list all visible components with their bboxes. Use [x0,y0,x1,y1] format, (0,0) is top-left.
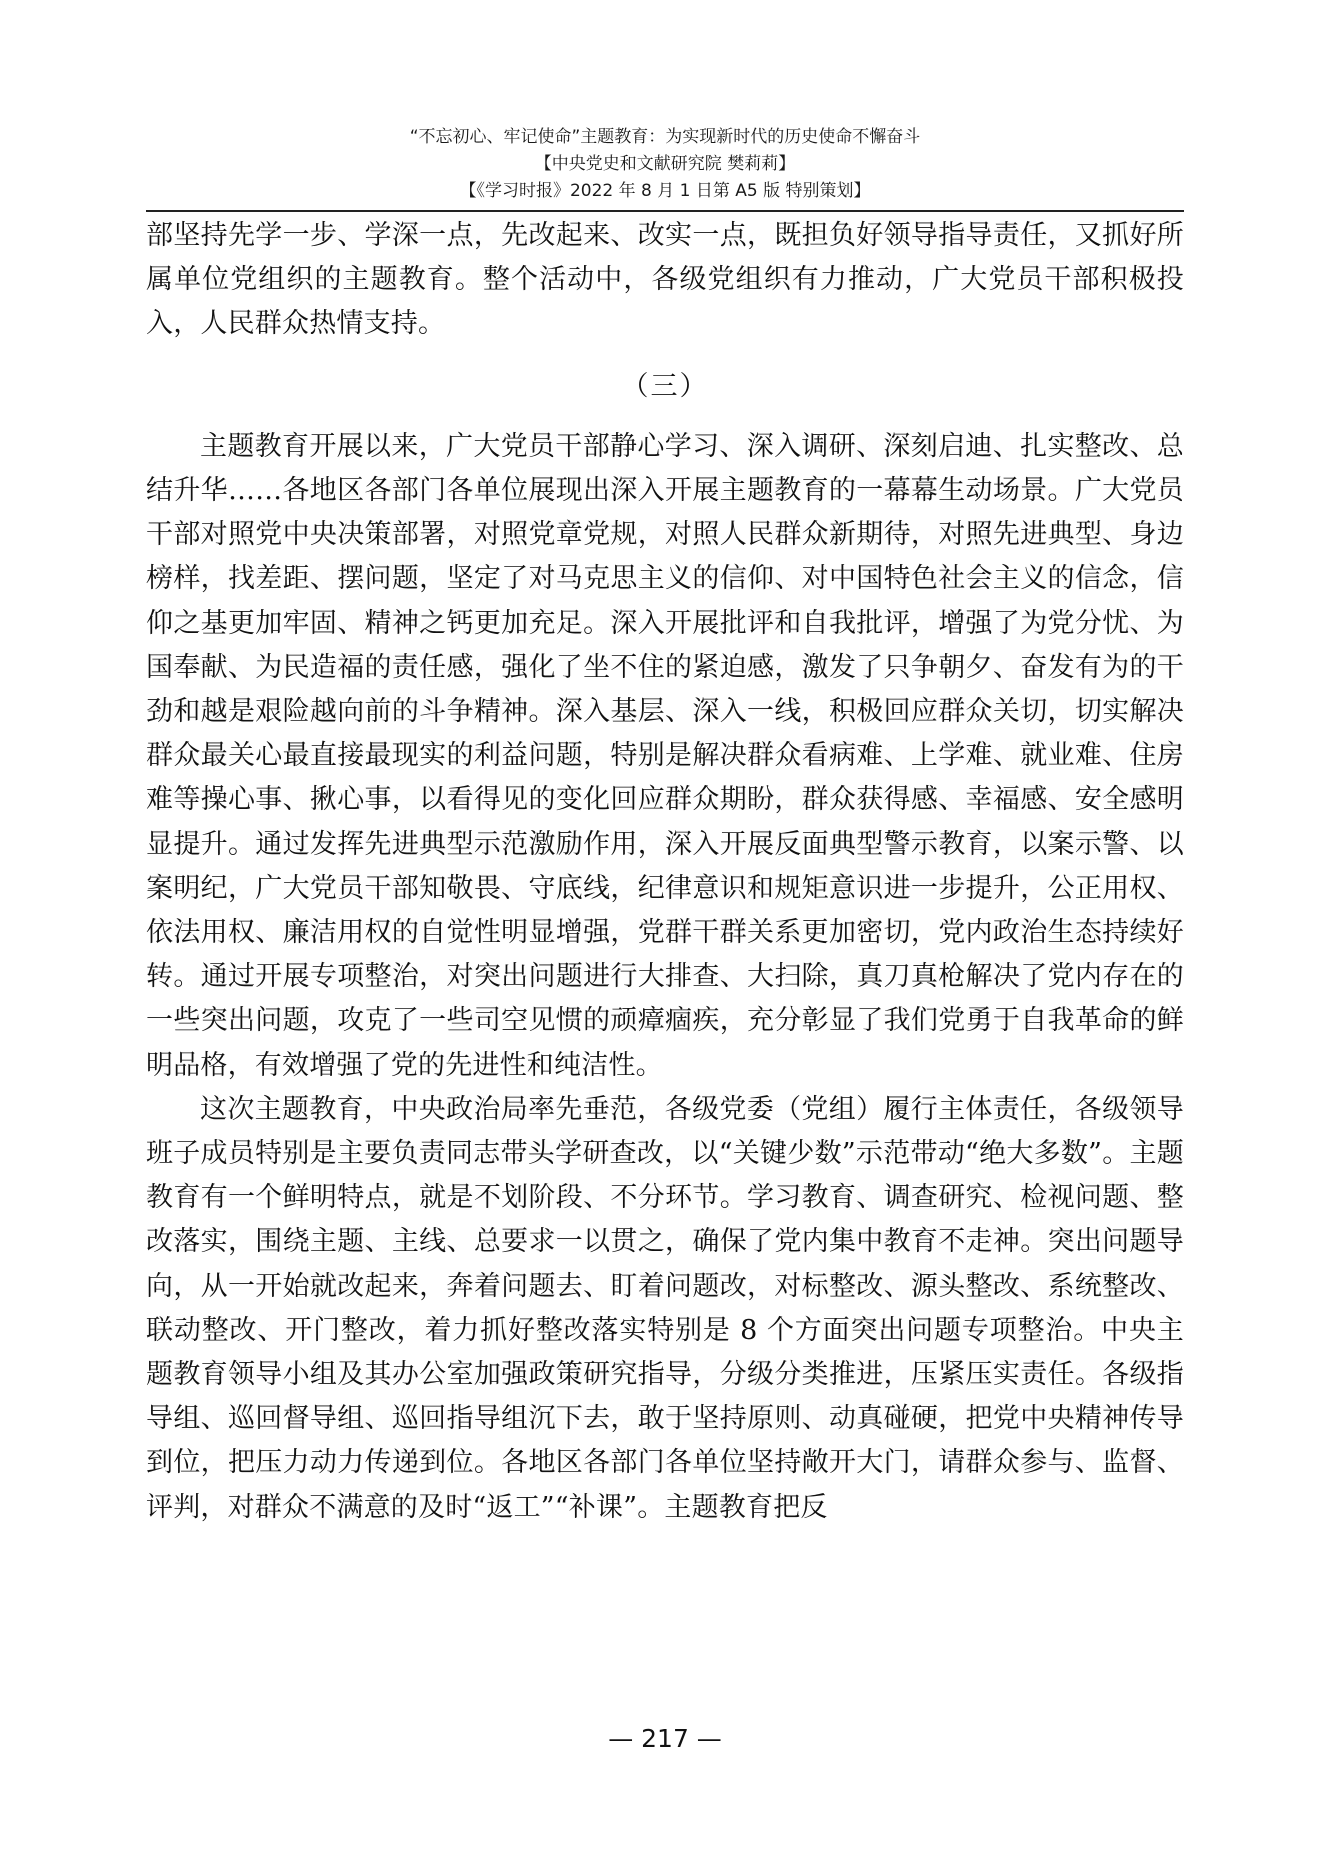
header-divider [146,210,1184,212]
running-header [146,124,1184,205]
body-paragraph-1: 主题教育开展以来，广大党员干部静心学习、深入调研、深刻启迪、扎实整改、总结升华……各地区各部门各单位展现出深入开展主题教育的一幕幕生动场景。广大党员干部对照党中央决策部署，对照党章党规，对照人民群众新期待，对照先进典型、身边榜样，找差距、摆问题，坚定了对马克思主义的信仰、对中国特色社会主义的信念，信仰之基更加牢固、精神之钙更加充足。深入开展批评和自我批评，增强了为党分忧、为国奉献、为民造福的责任感，强化了坐不住的紧迫感，激发了只争朝夕、奋发有为的干劲和越是艰险越向前的斗争精神。深入基层、深入一线，积极回应群众关切，切实解决群众最关心最直接最现实的利益问题，特别是解决群众看病难、上学难、就业难、住房难等操心事、揪心事，以看得见的变化回应群众期盼，群众获得感、幸福感、安全感明显提升。通过发挥先进典型示范激励作用，深入开展反面典型警示教育，以案示警、以案明纪，广大党员干部知敬畏、守底线，纪律意识和规矩意识进一步提升，公正用权、依法用权、廉洁用权的自觉性明显增强，党群干群关系更加密切，党内政治生态持续好转。通过开展专项整治，对突出问题进行大排查、大扫除，真刀真枪解决了党内存在的一些突出问题，攻克了一些司空见惯的顽瘴痼疾，充分彰显了我们党勇于自我革命的鲜明品格，有效增强了党的先进性和纯洁性。 [146,430,1184,1081]
header-author: 【中央党史和文献研究院 樊莉莉】 [534,154,796,174]
header-source: 【《学习时报》2022 年 8 月 1 日第 A5 版 特别策划】 [459,181,871,201]
document-body [146,214,1184,1530]
continuation-paragraph: 部坚持先学一步、学深一点，先改起来、改实一点，既担负好领导指导责任，又抓好所属单位党组织的主题教育。整个活动中，各级党组织有力推动，广大党员干部积极投入，人民群众热情支持。 [146,220,1184,340]
section-heading: （三） [621,370,709,402]
page-number: — 217 — [608,1724,722,1753]
header-title: “不忘初心、牢记使命”主题教育：为实现新时代的历史使命不懈奋斗 [409,127,921,147]
body-paragraph-2: 这次主题教育，中央政治局率先垂范，各级党委（党组）履行主体责任，各级领导班子成员特别是主要负责同志带头学研查改，以“关键少数”示范带动“绝大多数”。主题教育有一个鲜明特点，就是不划阶段、不分环节。学习教育、调查研究、检视问题、整改落实，围绕主题、主线、总要求一以贯之，确保了党内集中教育不走神。突出问题导向，从一开始就改起来，奔着问题去、盯着问题改，对标整改、源头整改、系统整改、联动整改、开门整改，着力抓好整改落实特别是 8 个方面突出问题专项整治。中央主题教育领导小组及其办公室加强政策研究指导，分级分类推进，压紧压实责任。各级指导组、巡回督导组、巡回指导组沉下去，敢于坚持原则、动真碰硬，把党中央精神传导到位，把压力动力传递到位。各地区各部门各单位坚持敞开大门，请群众参与、监督、评判，对群众不满意的及时“返工”“补课”。主题教育把反 [146,1093,1184,1523]
